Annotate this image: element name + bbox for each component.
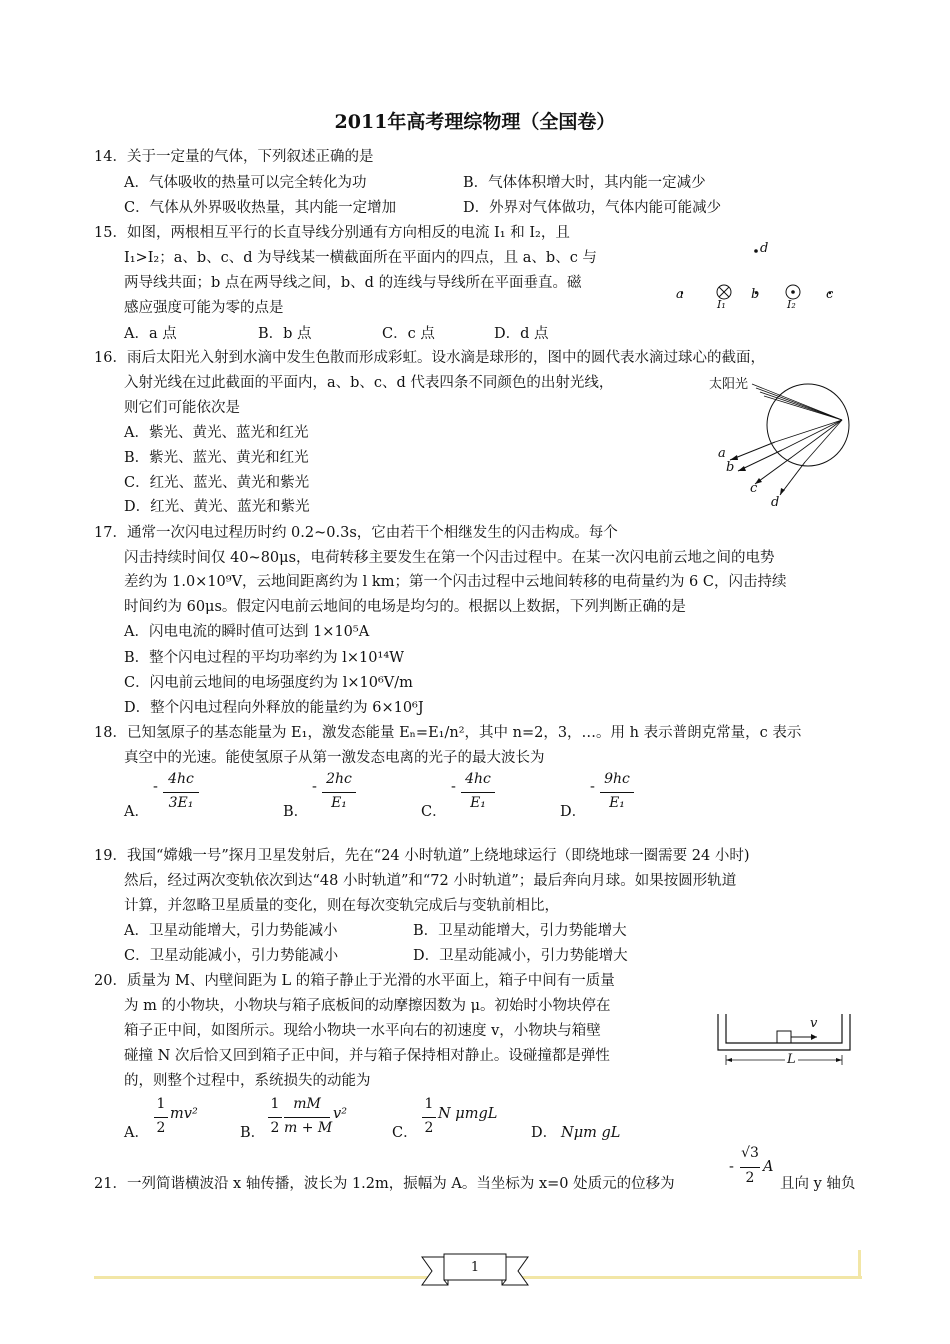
q21-fraction [740,1146,760,1190]
q15-label-i2: I₂ [787,298,796,311]
q18-option-a-fraction [163,772,199,814]
q20-option-b-fraction [268,1097,282,1139]
q20-option-a-numerator: 1 [156,1096,166,1112]
q15-option-b: B．b 点 [258,326,312,342]
q20-option-b-denominator2: m + M [284,1120,333,1136]
q19-line2: 然后，经过两次变轨依次到达“48 小时轨道”和“72 小时轨道”；最后奔向月球。如果按圆形轨道 [124,873,737,889]
q21-denominator: 2 [745,1170,755,1186]
fraction-bar [461,792,495,793]
q16-line2: 入射光线在过此截面的平面内，a、b、c、d 代表四条不同颜色的出射光线， [124,375,614,391]
q21-amplitude: A [763,1159,774,1175]
q20-option-a-fraction [154,1097,168,1139]
q20-option-d-expr: Nμm gL [561,1125,621,1141]
fraction-bar [163,792,199,793]
q17-option-c: C．闪电前云地间的电场强度约为 l×10⁶V/m [124,675,413,691]
q18-option-d-fraction [600,772,634,814]
q15-line2: I₁>I₂；a、b、c、d 为导线某一横截面所在平面内的四点，且 a、b、c 与 [124,250,597,266]
q17-line3: 差约为 1.0×10⁹V，云地间距离约为 l km；第一个闪击过程中云地间转移的电荷量约为 6 C，闪击持续 [124,574,787,590]
q18-option-b-label: B． [283,804,309,820]
q20-option-b-denominator: 2 [270,1120,280,1136]
q16-label-a: a [718,446,726,461]
q14-option-d: D．外界对气体做功，气体内能可能减少 [463,200,722,216]
q21-numerator: √3 [741,1145,759,1161]
q19-option-b: B．卫星动能增大，引力势能增大 [413,923,627,939]
q20-label-v: v [810,1016,818,1031]
fraction-bar [154,1117,168,1118]
q14-stem: 14．关于一定量的气体，下列叙述正确的是 [94,149,374,165]
q14-option-a: A．气体吸收的热量可以完全转化为功 [124,175,367,191]
q18-option-c-numerator: 4hc [465,771,491,787]
fraction-bar [322,792,356,793]
q17-option-b: B．整个闪电过程的平均功率约为 l×10¹⁴W [124,650,405,666]
q18-option-a-minus: - [153,779,158,795]
q18-option-d-minus: - [590,779,595,795]
q18-option-c-fraction [461,772,495,814]
q18-option-d-numerator: 9hc [604,771,630,787]
q18-option-b-denominator: E₁ [331,795,347,811]
q17-option-a: A．闪电电流的瞬时值可达到 1×10⁵A [124,624,370,640]
q18-line1: 18．已知氢原子的基态能量为 E₁，激发态能量 Eₙ=E₁/n²，其中 n=2，3，…。用 h 表示普朗克常量，c 表示 [94,725,802,741]
q20-option-c-expr: N μmgL [438,1106,498,1122]
q15-option-c: C．c 点 [382,326,435,342]
q16-label-c: c [750,481,758,496]
q16-option-d: D．红光、黄光、蓝光和紫光 [124,499,310,515]
q20-line3: 箱子正中间，如图所示。现给小物块一水平向右的初速度 v，小物块与箱壁 [124,1023,601,1039]
q20-option-d-label: D． [531,1125,558,1141]
q14-option-c: C．气体从外界吸收热量，其内能一定增加 [124,200,397,216]
q19-option-d: D．卫星动能减小，引力势能增大 [413,948,628,964]
q20-option-c-fraction [422,1097,436,1139]
fraction-bar [740,1167,760,1168]
q19-line3: 计算，并忽略卫星质量的变化，则在每次变轨完成后与变轨前相比， [124,898,559,914]
q18-line2: 真空中的光速。能使氢原子从第一激发态电离的光子的最大波长为 [124,750,545,766]
q15-line1: 15．如图，两根相互平行的长直导线分别通有方向相反的电流 I₁ 和 I₂，且 [94,225,570,241]
q18-option-c-label: C． [421,804,447,820]
q17-line2: 闪击持续时间仅 40~80μs，电荷转移主要发生在第一个闪击过程中。在某一次闪电前云地之间的电势 [124,550,775,566]
q20-option-c-label: C． [392,1125,418,1141]
q18-option-b-numerator: 2hc [326,771,352,787]
q15-label-a: a [676,287,684,302]
footer-rule-end [858,1250,861,1279]
q15-line3: 两导线共面；b 点在两导线之间，b、d 的连线与导线所在平面垂直。磁 [124,275,582,291]
q20-option-a-label: A． [124,1125,149,1141]
q16-label-sunlight: 太阳光 [709,377,749,392]
fraction-bar [422,1117,436,1118]
q16-option-b: B．紫光、蓝光、黄光和红光 [124,450,309,466]
q20-option-b-numerator: 1 [270,1096,280,1112]
q20-option-b-numerator2: mM [293,1096,321,1112]
q18-option-a-label: A． [124,804,149,820]
fraction-bar [600,792,634,793]
q18-option-c-denominator: E₁ [470,795,486,811]
q18-option-b-fraction [322,772,356,814]
q15-line4: 感应强度可能为零的点是 [124,300,284,316]
q21-minus: - [729,1159,734,1175]
q16-line1: 16．雨后太阳光入射到水滴中发生色散而形成彩虹。设水滴是球形的，图中的圆代表水滴过球心的截面， [94,350,765,366]
q20-line5: 的，则整个过程中，系统损失的动能为 [124,1073,371,1089]
q16-line3: 则它们可能依次是 [124,400,240,416]
q19-option-c: C．卫星动能减小，引力势能减小 [124,948,339,964]
q20-label-L: L [787,1052,796,1067]
q16-option-a: A．紫光、黄光、蓝光和红光 [124,425,309,441]
q18-option-d-label: D． [560,804,587,820]
q21-tail: 且向 y 轴负 [780,1176,856,1192]
fraction-bar [284,1117,330,1118]
q18-option-c-minus: - [451,779,456,795]
q20-option-a-expr: mv² [170,1106,198,1122]
q20-option-b-fraction2 [284,1096,333,1139]
q17-line4: 时间约为 60μs。假定闪电前云地间的电场是均匀的。根据以上数据，下列判断正确的是 [124,599,686,615]
q15-option-a: A．a 点 [124,326,177,342]
q20-option-b-label: B． [240,1125,266,1141]
q15-label-i1: I₁ [717,298,726,311]
q16-label-b: b [726,460,735,475]
q19-line1: 19．我国“嫦娥一号”探月卫星发射后，先在“24 小时轨道”上绕地球运行（即绕地球一圈需要 24 小时) [94,848,750,864]
q14-option-b: B．气体体积增大时，其内能一定减少 [463,175,706,191]
q20-option-c-denominator: 2 [424,1120,434,1136]
q18-option-a-denominator: 3E₁ [168,795,194,811]
q20-line2: 为 m 的小物块，小物块与箱子底板间的动摩擦因数为 μ。初始时小物块停在 [124,998,611,1014]
q18-option-b-minus: - [312,779,317,795]
page-title: 2011年高考理综物理（全国卷） [334,111,616,133]
q15-option-d: D．d 点 [494,326,549,342]
q20-line4: 碰撞 N 次后恰又回到箱子正中间，并与箱子保持相对静止。设碰撞都是弹性 [124,1048,610,1064]
q16-label-d: d [771,495,780,510]
q21-line1: 21．一列简谐横波沿 x 轴传播，波长为 1.2m，振幅为 A。当坐标为 x=0 处质元的位移为 [94,1176,675,1192]
q17-option-d: D．整个闪电过程向外释放的能量约为 6×10⁶J [124,700,424,716]
q20-option-a-denominator: 2 [156,1120,166,1136]
q17-line1: 17．通常一次闪电过程历时约 0.2~0.3s，它由若干个相继发生的闪击构成。每个 [94,525,618,541]
q15-label-b: b [751,287,760,302]
fraction-bar [268,1117,282,1118]
q18-option-a-numerator: 4hc [168,771,194,787]
q16-option-c: C．红光、蓝光、黄光和紫光 [124,475,310,491]
q20-option-c-numerator: 1 [424,1096,434,1112]
q15-label-d: d [760,241,769,256]
q19-option-a: A．卫星动能增大，引力势能减小 [124,923,338,939]
q20-option-b-expr: v² [333,1106,348,1122]
q20-line1: 20．质量为 M、内壁间距为 L 的箱子静止于光滑的水平面上，箱子中间有一质量 [94,973,615,989]
q18-option-d-denominator: E₁ [609,795,625,811]
page-number: 1 [470,1260,480,1275]
q15-label-c: c [826,287,834,302]
